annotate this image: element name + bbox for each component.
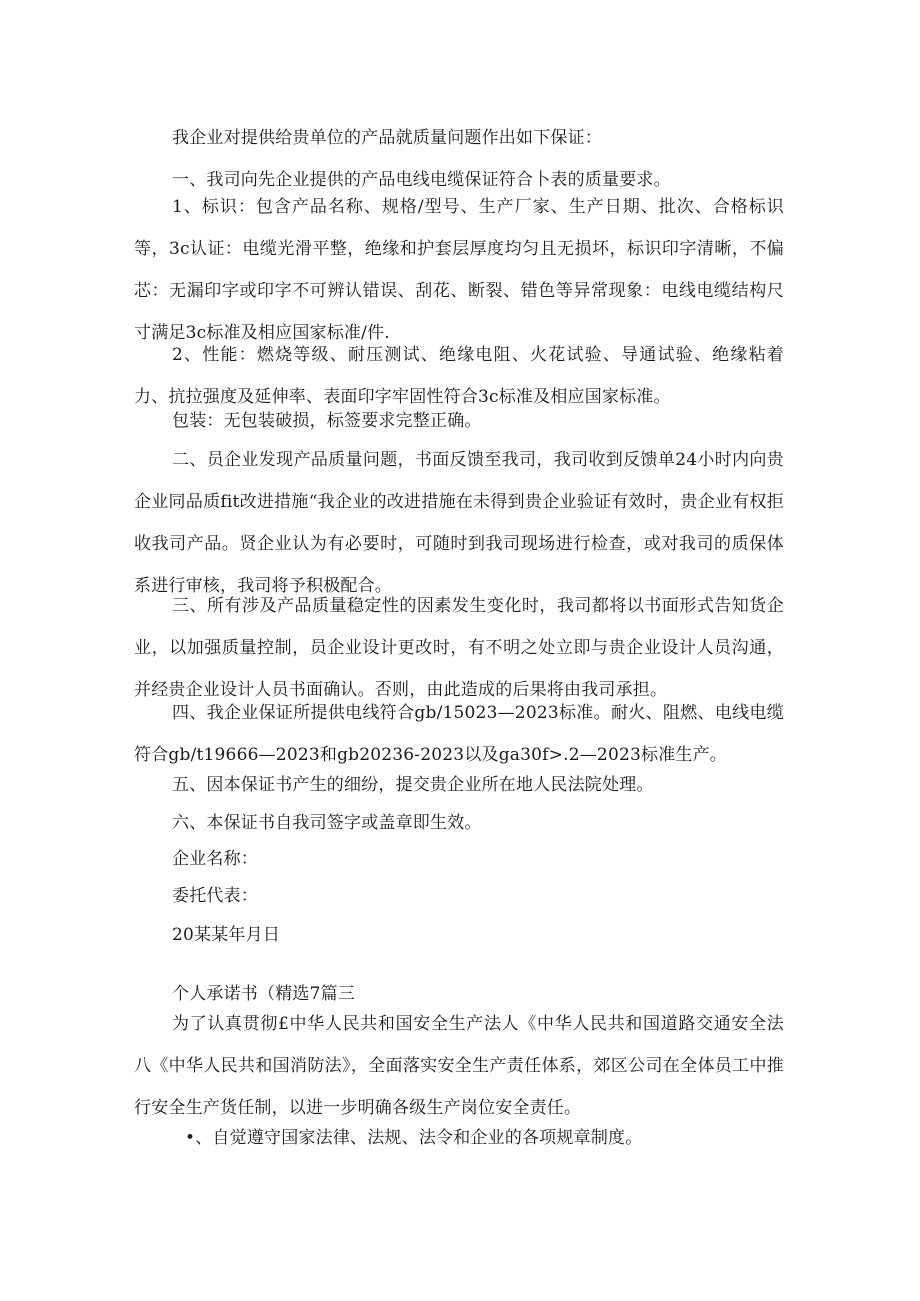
intro-paragraph: 我企业对提供给贵单位的产品就质量问题作出如下保证： (172, 128, 602, 148)
guarantee-item-3: 三、所有涉及产品质量稳定性的因素发生变化时，我司都将以书面形式告知货企业，以加强质量控制，员企业设计更改时，有不明之处立即与贵企业设计人员沟通，并经贵企业设计人员书面确认。否则，由此造成的后果将由我司承担。 (134, 596, 784, 700)
company-name-label: 企业名称： (172, 849, 258, 869)
guarantee-item-1: 一、我司向先企业提供的产品电线电缆保证符合卜表的质量要求。 (172, 170, 671, 190)
guarantee-item-2: 二、员企业发现产品质量问题，书面反馈至我司，我司收到反馈单24小时内向贵企业同品质fit改进措施“我企业的改进措施在未得到贵企业验证有效时，贵企业有权拒收我司产品。贤企业认为有必要时，可随时到我司现场进行检查，或对我司的质保体系进行审核，我司将予积极配合。 (134, 450, 784, 596)
guarantee-item-5: 五、因本保证书产生的细纷，提交贵企业所在地人民法院处理。 (172, 775, 654, 795)
representative-label: 委托代表： (172, 886, 258, 906)
packaging-paragraph: 包装：无包装破损，标签要求完整正确。 (172, 411, 482, 431)
guarantee-item-6: 六、本保证书自我司签字或盖章即生效。 (172, 813, 482, 833)
pledge-intro-paragraph: 为了认真贯彻£中华人民共和国安全生产法人《中华人民共和国道路交通安全法八《中华人民共和国消防法》，全面落实安全生产责任体系，郊区公司在全体员工中推行安全生产货任制，以进一步明确各级生产岗位安全责任。 (134, 1014, 784, 1118)
date-line: 20某某年月日 (172, 925, 281, 945)
pledge-item-1: •、自觉遵守国家法律、法规、法令和企业的各项规章制度。 (185, 1128, 643, 1148)
guarantee-item-4: 四、我企业保证所提供电线符合gb/15023—2023标准。耐火、阻燃、电线电缆符合gb/t19666—2023和gb20236-2023以及ga30f>.2—2023标准生产。 (134, 703, 784, 765)
guarantee-item-1-performance: 2、性能：燃烧等级、耐压测试、绝缘电阻、火花试验、导通试验、绝缘粘着力、抗拉强度及延伸率、表面印字牢固性符合3c标准及相应国家标准。 (134, 345, 784, 407)
section-title: 个人承诺书（精选7篇三 (172, 984, 356, 1004)
guarantee-item-1-marking: 1、标识：包含产品名称、规格/型号、生产厂家、生产日期、批次、合格标识等，3c认证：电缆光滑平整，绝缘和护套层厚度均匀且无损坏，标识印字清晰，不偏芯：无漏印字或印字不可辨认错误、刮花、断裂、错色等异常现象：电线电缆结构尺寸满足3c标准及相应国家标准/件. (134, 197, 784, 343)
